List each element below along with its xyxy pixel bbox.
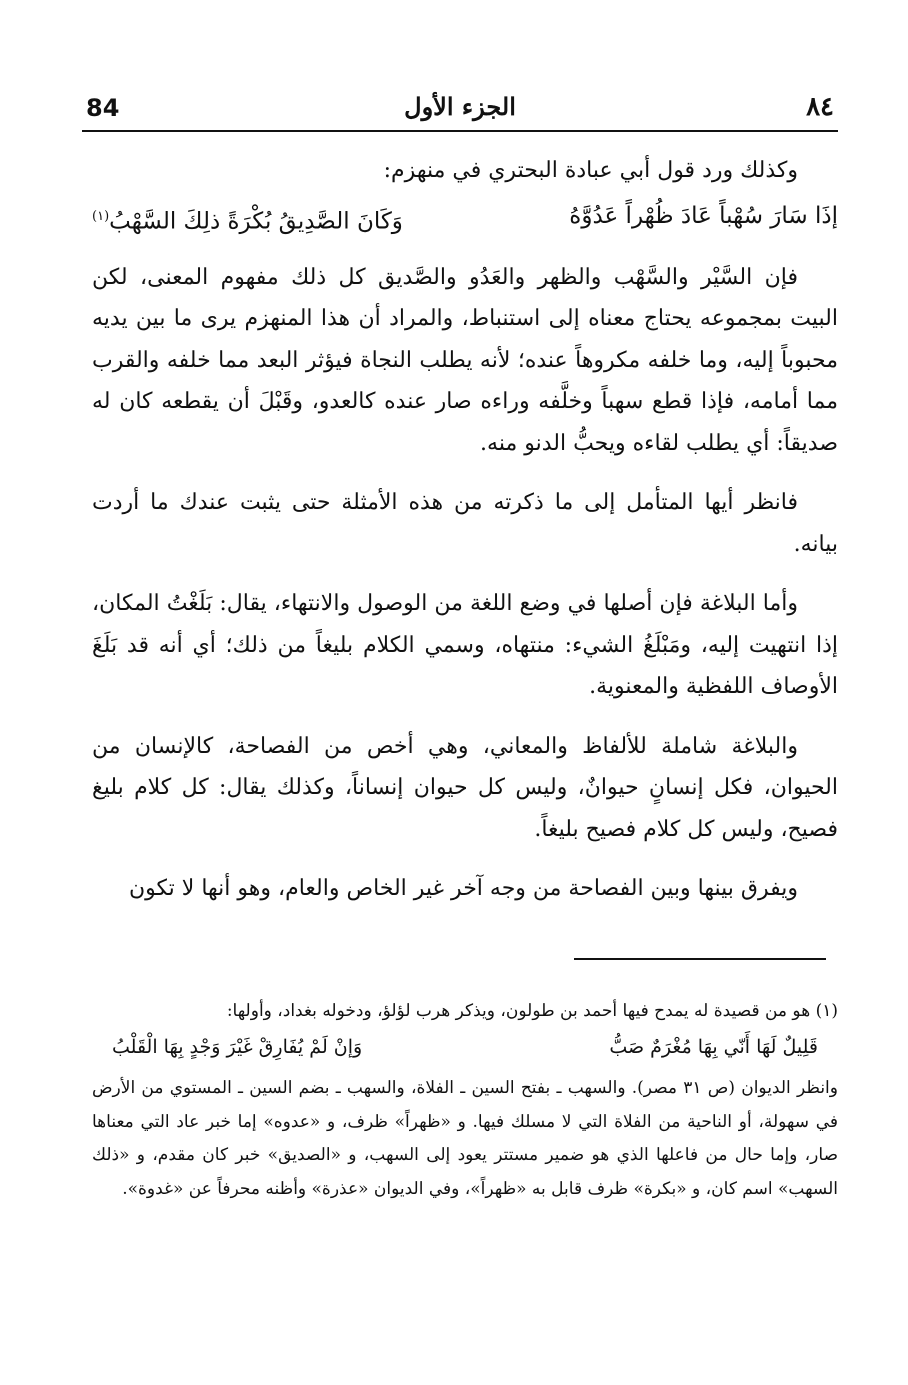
verse-first-hemistich: إذَا سَارَ سُهْباً عَادَ ظُهْراً عَدُوَّهُ xyxy=(569,202,838,229)
intro-line: وكذلك ورد قول أبي عبادة البحتري في منهزم: xyxy=(383,158,798,183)
page-number-arabic: ٨٤ xyxy=(806,92,834,122)
verse-line xyxy=(92,196,838,243)
footnote-marker: (١) xyxy=(92,208,110,224)
paragraph-4: والبلاغة شاملة للألفاظ والمعاني، وهي أخص من الفصاحة، كالإنسان من الحيوان، فكل إنسانٍ حيوانٌ، وليس كل حيوان إنساناً، وكذلك يقال: كل كلام بليغ فصيح، وليس كل كلام فصيح بليغاً. xyxy=(92,733,838,842)
footnote-text: وانظر الديوان (ص ٣١ مصر). والسهب ـ بفتح السين ـ الفلاة، والسهب ـ بضم السين ـ المستوي من الأرض في سهولة، أو الناحية من الفلاة التي لا مسلك فيها. و «ظهراً» ظرف، و «عدوه» إما خبر عاد التي معناها صار، وإما حال من فاعلها الذي هو ضمير مستتر يعود إلى السهب، و «الصديق» خبر كان مقدم، و «ذلك السهب» اسم كان، و «بكرة» ظرف قابل به «ظهراً»، وفي الديوان «عذرة» وأظنه محرفاً عن «غدوة». xyxy=(92,1078,838,1199)
paragraph-3: وأما البلاغة فإن أصلها في وضع اللغة من الوصول والانتهاء، يقال: بَلَغْتُ المكان، إذا انتهيت إليه، ومَبْلَغُ الشيء: منتهاه، وسمي الكلام بليغاً من ذلك؛ أي أنه قد بَلَغَ الأوصاف اللفظية والمعنوية. xyxy=(92,591,838,700)
verse-second-text: وَكَانَ الصَّدِيقُ بُكْرَةً ذلِكَ السَّهْبُ xyxy=(109,208,403,235)
main-text xyxy=(92,150,838,928)
page-number-latin: 84 xyxy=(86,94,120,122)
footnote-divider xyxy=(574,958,826,960)
page-header xyxy=(82,86,838,132)
paragraph-5: ويفرق بينها وبين الفصاحة من وجه آخر غير الخاص والعام، وهو أنها لا تكون xyxy=(129,876,798,902)
footnote-verse-second: وَإنْ لَمْ يُفَارِقْ غَيْرَ وَجْدٍ بِهَا الْقَلْبُ xyxy=(112,1035,363,1058)
footnote-verse xyxy=(112,1031,818,1065)
footnote-verse-first: قَلِيلٌ لَهَا أَنّي بِهَا مُغْرَمٌ صَبُّ xyxy=(609,1035,818,1058)
paragraph-1: فإن السَّيْر والسَّهْب والظهر والعَدُو والصَّديق كل ذلك مفهوم المعنى، لكن البيت بمجموعه يحتاج معناه إلى استنباط، والمراد أن هذا المنهزم يرى ما بين يديه محبوباً إليه، وما خلفه مكروهاً عنده؛ لأنه يطلب النجاة فيؤثر البعد مما خلفه والقرب مما أمامه، فإذا قطع سهباً وخلَّفه وراءه صار عنده كالعدو، وقَبْلَ أن يقطعه كان له صديقاً: أي يطلب لقاءه ويحبُّ الدنو منه. xyxy=(92,264,838,456)
running-title: الجزء الأول xyxy=(404,92,516,121)
paragraph-2: فانظر أيها المتأمل إلى ما ذكرته من هذه الأمثلة حتى يثبت عندك ما أردت بيانه. xyxy=(92,490,838,557)
footnote-intro: (١) هو من قصيدة له يمدح فيها أحمد بن طولون، ويذكر هرب لؤلؤ، ودخوله بغداد، وأولها: xyxy=(226,1001,838,1021)
verse-second-hemistich xyxy=(92,196,403,243)
footnotes xyxy=(92,995,838,1206)
